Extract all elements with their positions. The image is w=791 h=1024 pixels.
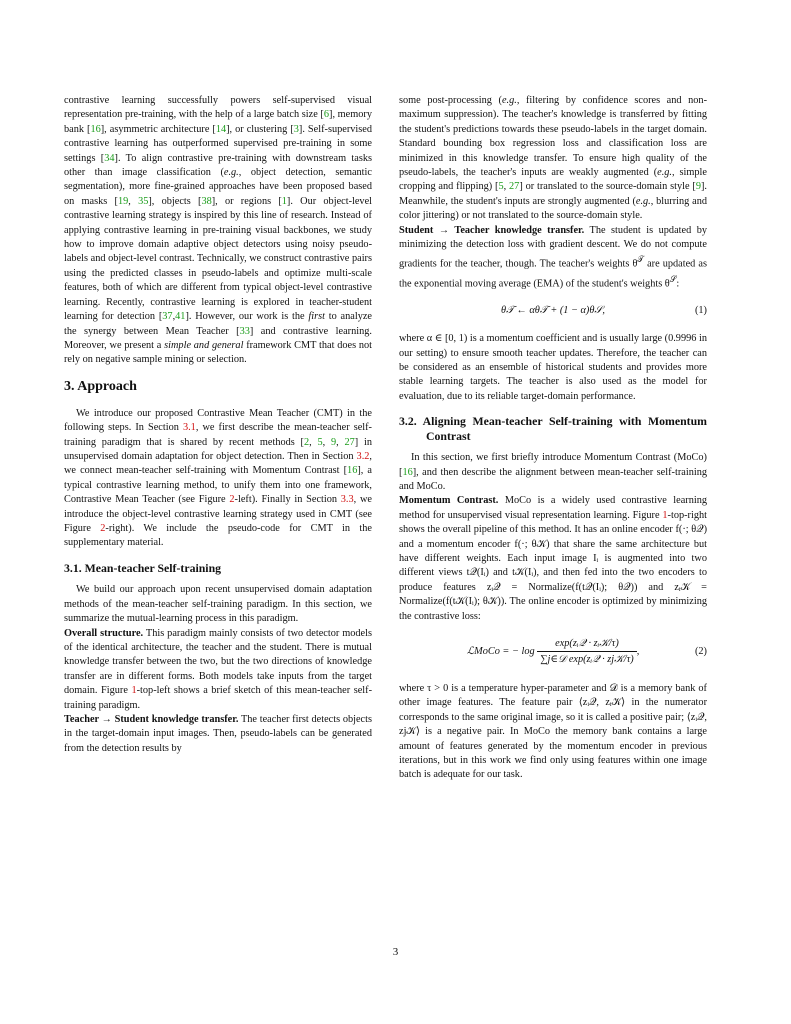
section-ref-link[interactable]: 3.2 <box>356 450 370 462</box>
figure-ref-link[interactable]: 2 <box>100 522 106 534</box>
right-paragraph-6: where τ > 0 is a temperature hyper-parameter and 𝒟 is a memory bank of other image features. The feature pair ⟨zᵢ𝒬, zᵢ𝒦⟩ in the numerator corresponds to the same original image, so it is called a positive pair; ⟨zᵢ𝒬, zj𝒦⟩ is a negative pair. In MoCo the memory bank contains a large amount of features generated by the momentum encoder in previous iterations, but in this work we find only using features within one image batch is adequate for our task. <box>399 683 707 781</box>
left-paragraph-5: Teacher → Student knowledge transfer. The teacher first detects objects in the target-domain input images. Then, pseudo-labels can be generated from the detection results by <box>64 713 372 754</box>
equation-2-fraction <box>537 637 637 666</box>
fraction-denominator: ∑j∈𝒟 exp(zᵢ𝒬 · zj𝒦/τ) <box>540 654 634 666</box>
citation-link[interactable]: 6 <box>323 109 330 121</box>
citation-link[interactable]: 16 <box>90 123 101 135</box>
citation-link[interactable]: 3 <box>293 123 299 135</box>
citation-link[interactable]: 5 <box>317 436 323 448</box>
section-ref-link[interactable]: 3.1 <box>182 422 196 434</box>
figure-ref-link[interactable]: 1 <box>662 509 668 521</box>
section-ref-link[interactable]: 3.3 <box>340 494 354 506</box>
subsection-heading-3-1: 3.1. Mean-teacher Self-training <box>64 560 222 575</box>
equation-number: (2) <box>694 646 707 658</box>
subsection-heading-3-2: 3.2. Aligning Mean-teacher Self-training with Momentum Contrast <box>399 414 707 443</box>
left-paragraph-2: We introduce our proposed Contrastive Mean Teacher (CMT) in the following steps. In Section 3.1, we first describe the mean-teacher self-training paradigm that is shared by recent methods [2, 5, 9, 27] in unsupervised domain adaptation for object detection. Then in Section 3.2, we connect mean-teacher self-training with Momentum Contrast [16], a typical contrastive learning method, to unify them into one framework, Contrastive Mean Teacher (see Figure 2-left). Finally in Section 3.3, we introduce the object-level contrastive learning strategy used in CMT (see Figure 2-right). We include the pseudo-code for CMT in the supplementary material. <box>64 407 372 549</box>
citation-link[interactable]: 19 <box>117 195 129 207</box>
left-paragraph-3: We build our approach upon recent unsupervised domain adaptation methods of the mean-teacher self-training paradigm. In this section, we summarize the mutual-learning process in this paradigm. <box>64 584 372 625</box>
citation-link[interactable]: 34 <box>104 152 115 164</box>
page-number: 3 <box>392 946 399 958</box>
right-paragraph-2: Student → Teacher knowledge transfer. The student is updated by minimizing the detection loss with gradient descent. We do not compute gradients for the teacher, though. The teacher's weights $\theta^𝒯$ are updated as the exponential moving average (EMA) of the student's weights $\theta^𝒮$: <box>399 224 707 290</box>
right-column <box>399 94 707 783</box>
citation-link[interactable]: 27 <box>344 436 355 448</box>
equation-2: ℒMoCo = − log $\frac{\text{exp(zᵢ𝒬 · zᵢ𝒦/τ)}}{\text{∑j∈𝒟 exp(zᵢ𝒬 · zj𝒦/τ)}}$ , (2) <box>399 632 707 672</box>
figure-ref-link[interactable]: 1 <box>131 685 137 697</box>
left-column <box>64 94 372 756</box>
right-paragraph-3: where α ∈ [0, 1) is a momentum coefficient and is usually large (0.9996 in our setting) to ensure smooth teacher updates. Therefore, the teacher can be considered as an ensemble of historical students and provides more stable learning targets. The teacher is also used as the model for evaluation, due to its reliable target-domain performance. <box>399 333 707 402</box>
citation-link[interactable]: 35 <box>138 195 149 207</box>
section-heading-approach: 3. Approach <box>64 378 137 394</box>
runin-heading: Momentum Contrast. <box>399 495 499 507</box>
equation-1 <box>399 300 707 322</box>
citation-link[interactable]: 38 <box>201 195 212 207</box>
citation-link[interactable]: 9 <box>330 436 337 448</box>
right-paragraph-1: some post-processing (e.g., filtering by confidence scores and non-maximum suppression). The teacher's knowledge is transferred by fitting the student's predictions towards these pseudo-labels in the target domain. Standard bounding box regression loss and classification loss are minimized in this knowledge transfer. To ensure high quality of the pseudo-labels, the teacher's inputs are weakly augmented (e.g., simple cropping and flipping) [5, 27] or translated to the source-domain style [9]. Meanwhile, the student's inputs are strongly augmented (e.g., blurring and color jittering) or not translated to the source-domain style. <box>399 95 708 222</box>
citation-link[interactable]: 33 <box>239 325 250 337</box>
equation-1-body: θ𝒯 ← αθ𝒯 + (1 − α)θ𝒮, <box>501 305 605 317</box>
citation-link[interactable]: 41 <box>175 311 186 323</box>
citation-link[interactable]: 27 <box>509 181 520 193</box>
equation-number: (1) <box>694 305 707 317</box>
left-paragraph-1: contrastive learning successfully powers self-supervised visual representation pre-training, with the help of a large batch size [6], memory bank [16], asymmetric architecture [14], or clustering [3]. Self-supervised contrastive learning has outperformed supervised pre-training in some settings [34]. To align contrastive pre-training with downstream tasks other than image classification (e.g., object detection, semantic segmentation), more fine-grained approaches have been proposed based on masks [19, 35], objects [38], or regions [1]. Our object-level contrastive learning strategy is inspired by this line of research. Instead of applying contrastive learning in pre-training visual backbones, we study how to improve domain adaptive object detectors using noisy pseudo-labels and object-level contrast. Technically, we construct contrastive pairs using the predicted classes in pseudo-labels and optimize multi-scale features, both of which are different from typical object-level contrastive learning. Recently, contrastive learning is explored in teacher-student learning for detection [37,41]. However, our work is the first to analyze the synergy between Mean Teacher [33] and contrastive learning. Moreover, we present a simple and general framework CMT that does not rely on negative sample mining or selection. <box>64 95 373 366</box>
citation-link[interactable]: 1 <box>281 195 287 207</box>
citation-link[interactable]: 2 <box>303 436 310 448</box>
right-paragraph-4: In this section, we first briefly introduce Momentum Contrast (MoCo) [16], and then describe the alignment between mean-teacher self-training and MoCo. <box>399 452 707 492</box>
runin-heading: Overall structure. <box>64 627 144 639</box>
citation-link[interactable]: 14 <box>215 123 227 135</box>
citation-link[interactable]: 37 <box>162 311 173 323</box>
citation-link[interactable]: 5 <box>498 181 504 193</box>
citation-link[interactable]: 16 <box>347 465 358 477</box>
equation-2-lhs: ℒMoCo = − log <box>466 646 535 658</box>
citation-link[interactable]: 16 <box>402 466 413 478</box>
fraction-numerator: exp(zᵢ𝒬 · zᵢ𝒦/τ) <box>537 637 637 652</box>
figure-ref-link[interactable]: 2 <box>229 494 235 506</box>
runin-heading: Teacher → Student knowledge transfer. <box>64 713 239 725</box>
runin-heading: Student → Teacher knowledge transfer. <box>399 224 585 236</box>
citation-link[interactable]: 9 <box>695 181 701 193</box>
left-paragraph-4: Overall structure. This paradigm mainly consists of two detector models of the identical architecture, the teacher and the student. There is mutual knowledge transfer between the two, but the two directions of knowledge transfer are in different forms. Both models take inputs from the target domain. Figure 1-top-left shows a brief sketch of this mean-teacher self-training paradigm. <box>64 627 372 711</box>
right-paragraph-5: Momentum Contrast. MoCo is a widely used contrastive learning method for unsupervised visual representation learning. Figure 1-top-right shows the overall pipeline of this method. It has an online encoder f(·; θ𝒬) and a momentum encoder f(·; θ𝒦) that share the same architecture but have different weights. Each input image Iᵢ is augmented into two different views t𝒬(Iᵢ) and t𝒦(Iᵢ), and then fed into the two encoders to produce features zᵢ𝒬 = Normalize(f(t𝒬(Iᵢ); θ𝒬)) and zᵢ𝒦 = Normalize(f(t𝒦(Iᵢ); θ𝒦)). The online encoder is optimized by minimizing the contrastive loss: <box>399 495 707 622</box>
